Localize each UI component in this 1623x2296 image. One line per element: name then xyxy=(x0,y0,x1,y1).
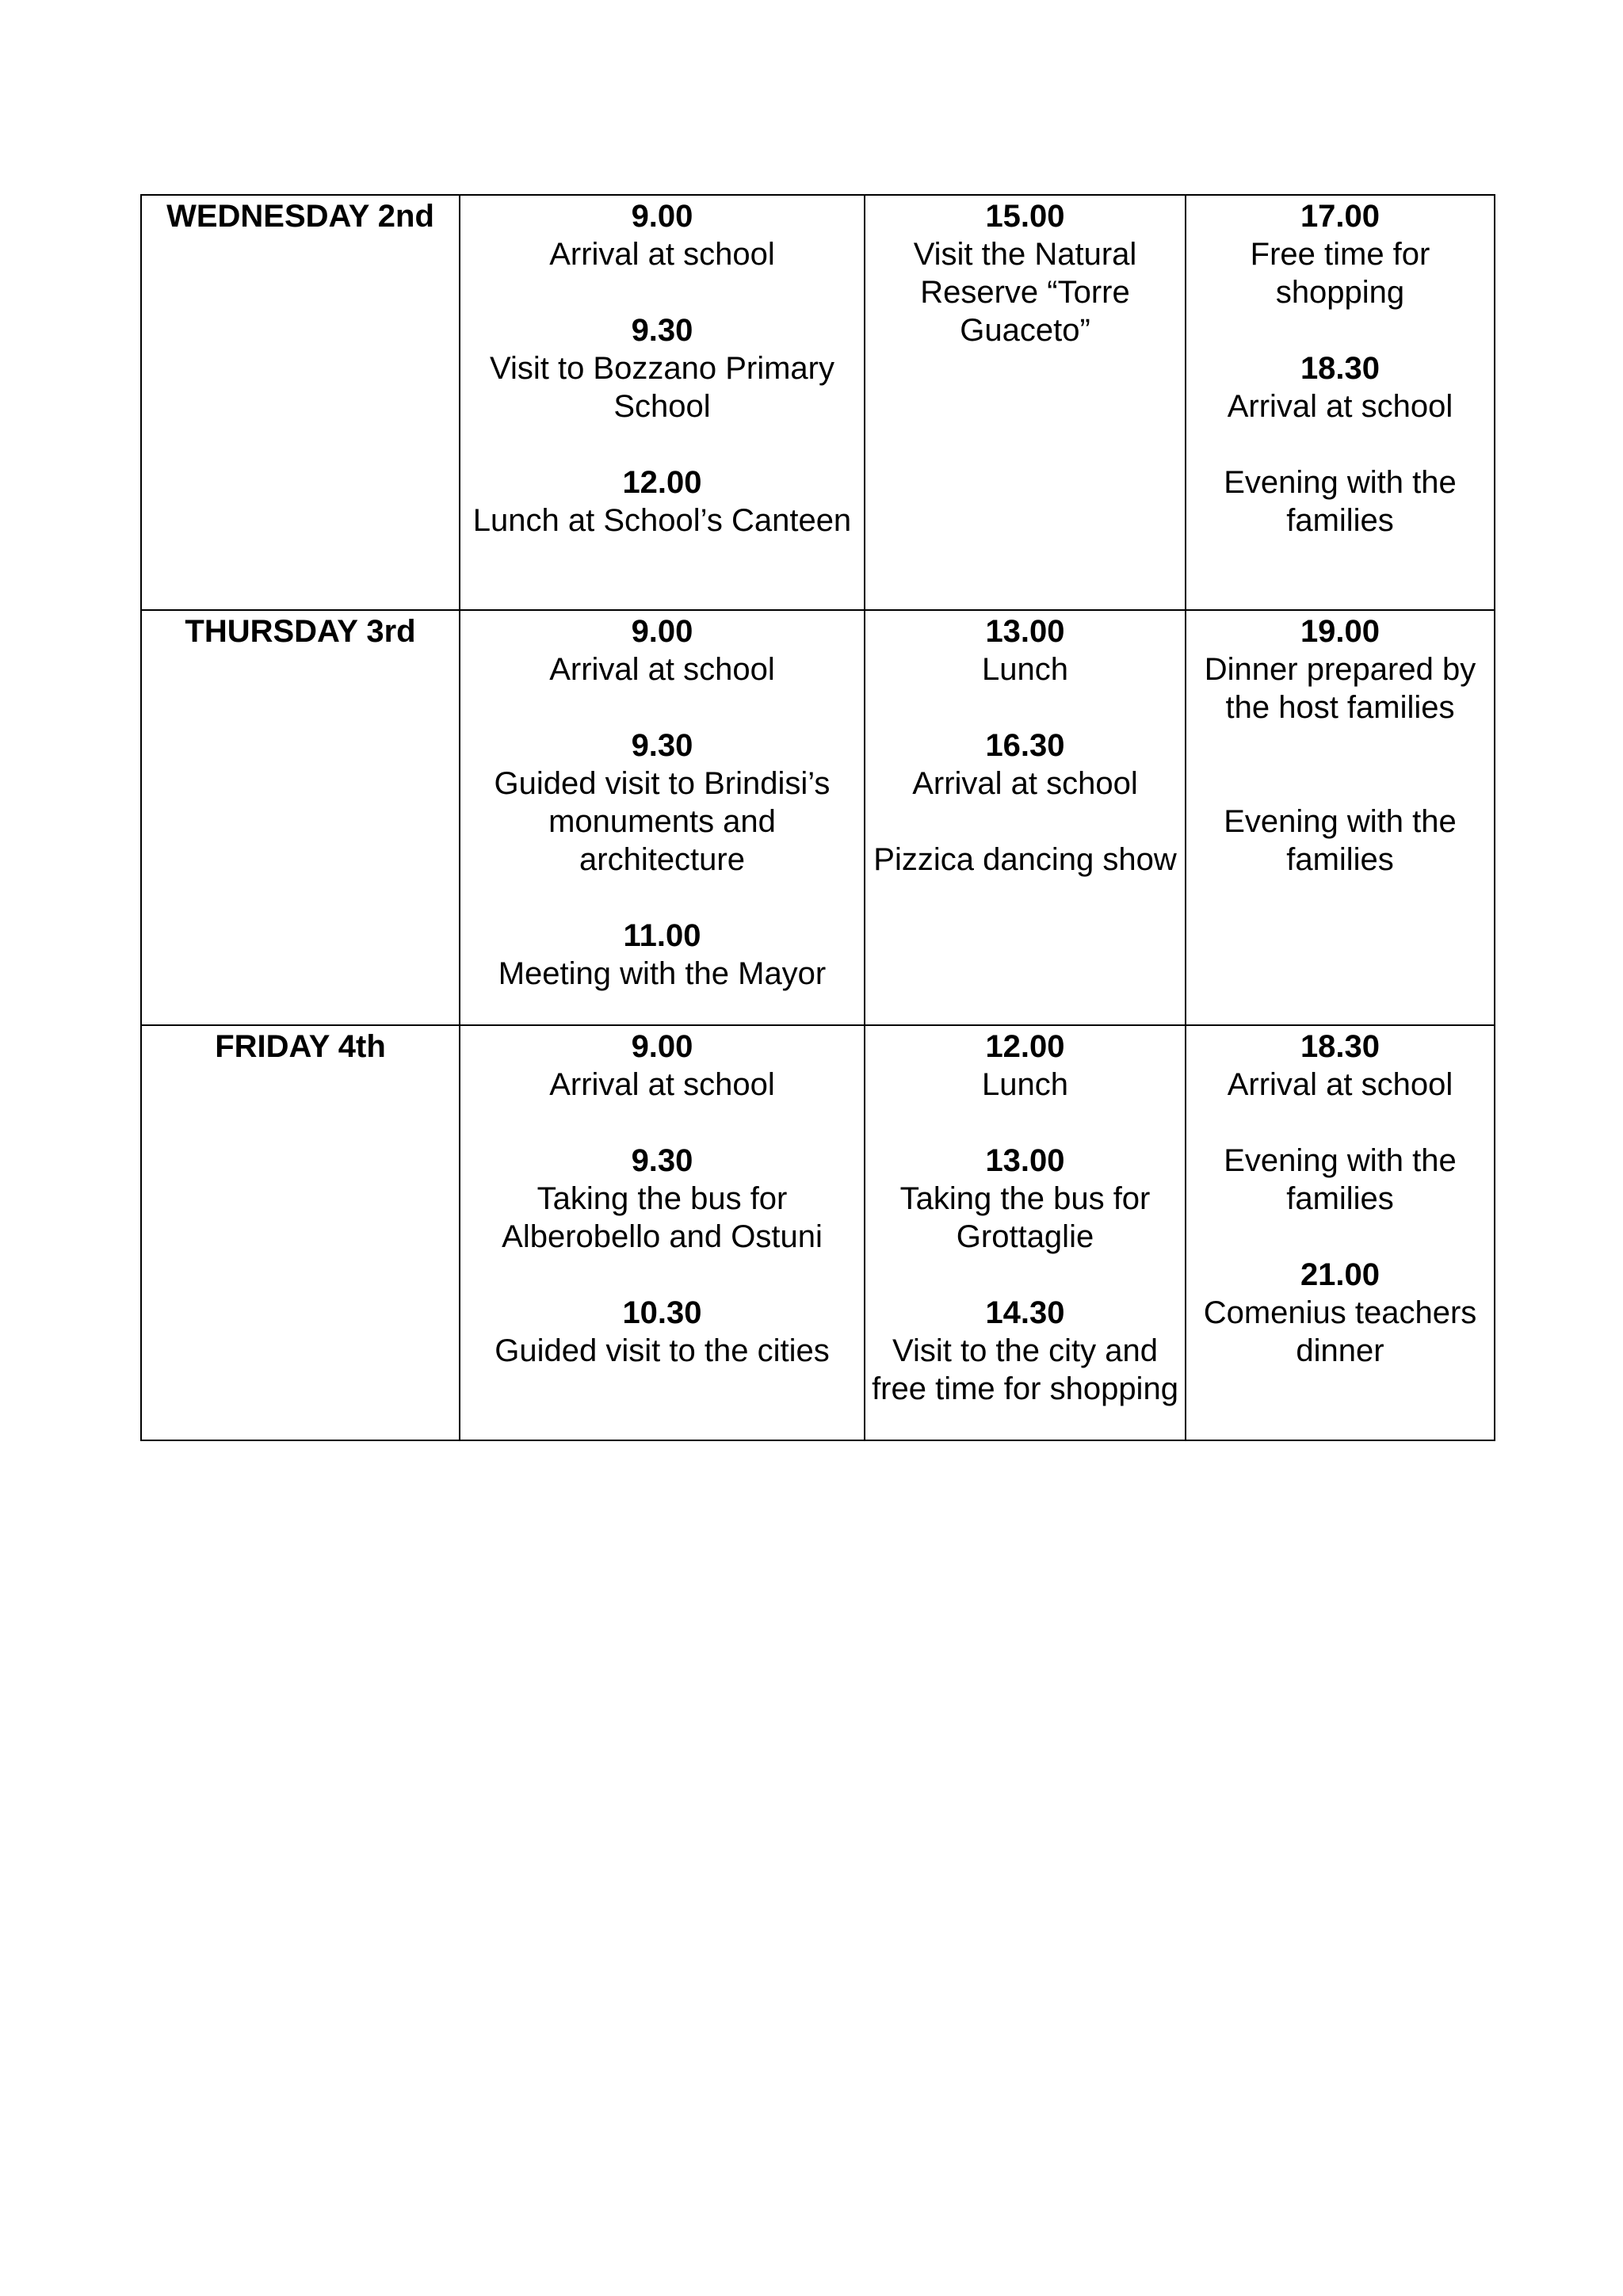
event xyxy=(872,612,1178,688)
schedule-row-wednesday xyxy=(141,195,1495,610)
event-description: Visit to the city and free time for shopping xyxy=(872,1333,1178,1406)
schedule-cell xyxy=(460,1025,865,1440)
event-time: 10.30 xyxy=(622,1295,702,1330)
event xyxy=(1193,1142,1487,1218)
event xyxy=(1193,1028,1487,1104)
event-time: 9.30 xyxy=(631,728,693,763)
event-description: Arrival at school xyxy=(549,237,775,272)
event xyxy=(467,1028,857,1104)
day-cell xyxy=(141,195,460,610)
event-time: 13.00 xyxy=(985,1143,1065,1178)
event xyxy=(1193,612,1487,727)
event-description: Visit to Bozzano Primary School xyxy=(490,351,834,424)
event xyxy=(467,197,857,273)
event-description: Lunch xyxy=(982,1067,1068,1102)
event-description: Comenius teachers dinner xyxy=(1203,1295,1477,1368)
schedule-cell xyxy=(865,195,1186,610)
schedule-table xyxy=(140,194,1495,1441)
event xyxy=(467,1142,857,1256)
event-description: Pizzica dancing show xyxy=(873,842,1177,877)
day-label: FRIDAY 4th xyxy=(215,1029,386,1064)
event xyxy=(467,463,857,540)
event-description: Meeting with the Mayor xyxy=(498,956,827,991)
event-description: Evening with the families xyxy=(1224,804,1457,877)
event-time: 18.30 xyxy=(1300,1029,1381,1064)
event-description: Visit the Natural Reserve “Torre Guaceto” xyxy=(913,237,1137,348)
event-time: 18.30 xyxy=(1300,351,1381,386)
schedule-cell xyxy=(460,610,865,1025)
event-time: 9.00 xyxy=(631,1029,693,1064)
event xyxy=(1193,197,1487,311)
day-label: WEDNESDAY 2nd xyxy=(166,199,434,234)
event xyxy=(1193,803,1487,879)
event xyxy=(1193,1256,1487,1370)
event-description: Arrival at school xyxy=(912,766,1138,801)
event xyxy=(872,1294,1178,1408)
schedule-cell xyxy=(1186,195,1495,610)
event xyxy=(467,727,857,879)
event xyxy=(872,841,1178,879)
event-time: 17.00 xyxy=(1300,199,1381,234)
event xyxy=(467,1294,857,1370)
event xyxy=(872,727,1178,803)
event-description: Guided visit to the cities xyxy=(495,1333,830,1368)
schedule-cell xyxy=(460,195,865,610)
schedule-row-friday xyxy=(141,1025,1495,1440)
event-description: Arrival at school xyxy=(549,1067,775,1102)
event-description: Taking the bus for Alberobello and Ostuni xyxy=(502,1181,823,1254)
day-cell xyxy=(141,610,460,1025)
schedule-cell xyxy=(1186,1025,1495,1440)
event xyxy=(872,197,1178,349)
event-description: Lunch at School’s Canteen xyxy=(472,503,852,538)
schedule-cell xyxy=(1186,610,1495,1025)
event-time: 15.00 xyxy=(985,199,1065,234)
event-description: Arrival at school xyxy=(549,652,775,687)
event-description: Free time for shopping xyxy=(1250,237,1430,310)
event-description: Lunch xyxy=(982,652,1068,687)
event-time: 9.30 xyxy=(631,313,693,348)
event-time: 14.30 xyxy=(985,1295,1065,1330)
event-time: 11.00 xyxy=(623,918,701,953)
event-description: Evening with the families xyxy=(1224,1143,1457,1216)
event xyxy=(467,311,857,425)
event xyxy=(872,1142,1178,1256)
event-time: 13.00 xyxy=(985,614,1065,649)
schedule-cell xyxy=(865,610,1186,1025)
event-time: 12.00 xyxy=(985,1029,1065,1064)
event-time: 16.30 xyxy=(985,728,1065,763)
schedule-row-thursday xyxy=(141,610,1495,1025)
event-time: 19.00 xyxy=(1300,614,1381,649)
event-time: 12.00 xyxy=(622,465,702,500)
event xyxy=(1193,463,1487,540)
schedule-cell xyxy=(865,1025,1186,1440)
event xyxy=(467,612,857,688)
event-time: 9.00 xyxy=(631,614,693,649)
day-label: THURSDAY 3rd xyxy=(185,614,416,649)
day-cell xyxy=(141,1025,460,1440)
event-time: 21.00 xyxy=(1300,1257,1381,1292)
event-time: 9.00 xyxy=(631,199,693,234)
event-description: Guided visit to Brindisi’s monuments and architecture xyxy=(494,766,831,877)
event xyxy=(1193,349,1487,425)
event-description: Dinner prepared by the host families xyxy=(1204,652,1476,725)
event xyxy=(872,1028,1178,1104)
event-description: Arrival at school xyxy=(1227,389,1453,424)
event-description: Taking the bus for Grottaglie xyxy=(899,1181,1151,1254)
event-description: Evening with the families xyxy=(1224,465,1457,538)
event xyxy=(467,917,857,993)
event-description: Arrival at school xyxy=(1227,1067,1453,1102)
event-time: 9.30 xyxy=(631,1143,693,1178)
